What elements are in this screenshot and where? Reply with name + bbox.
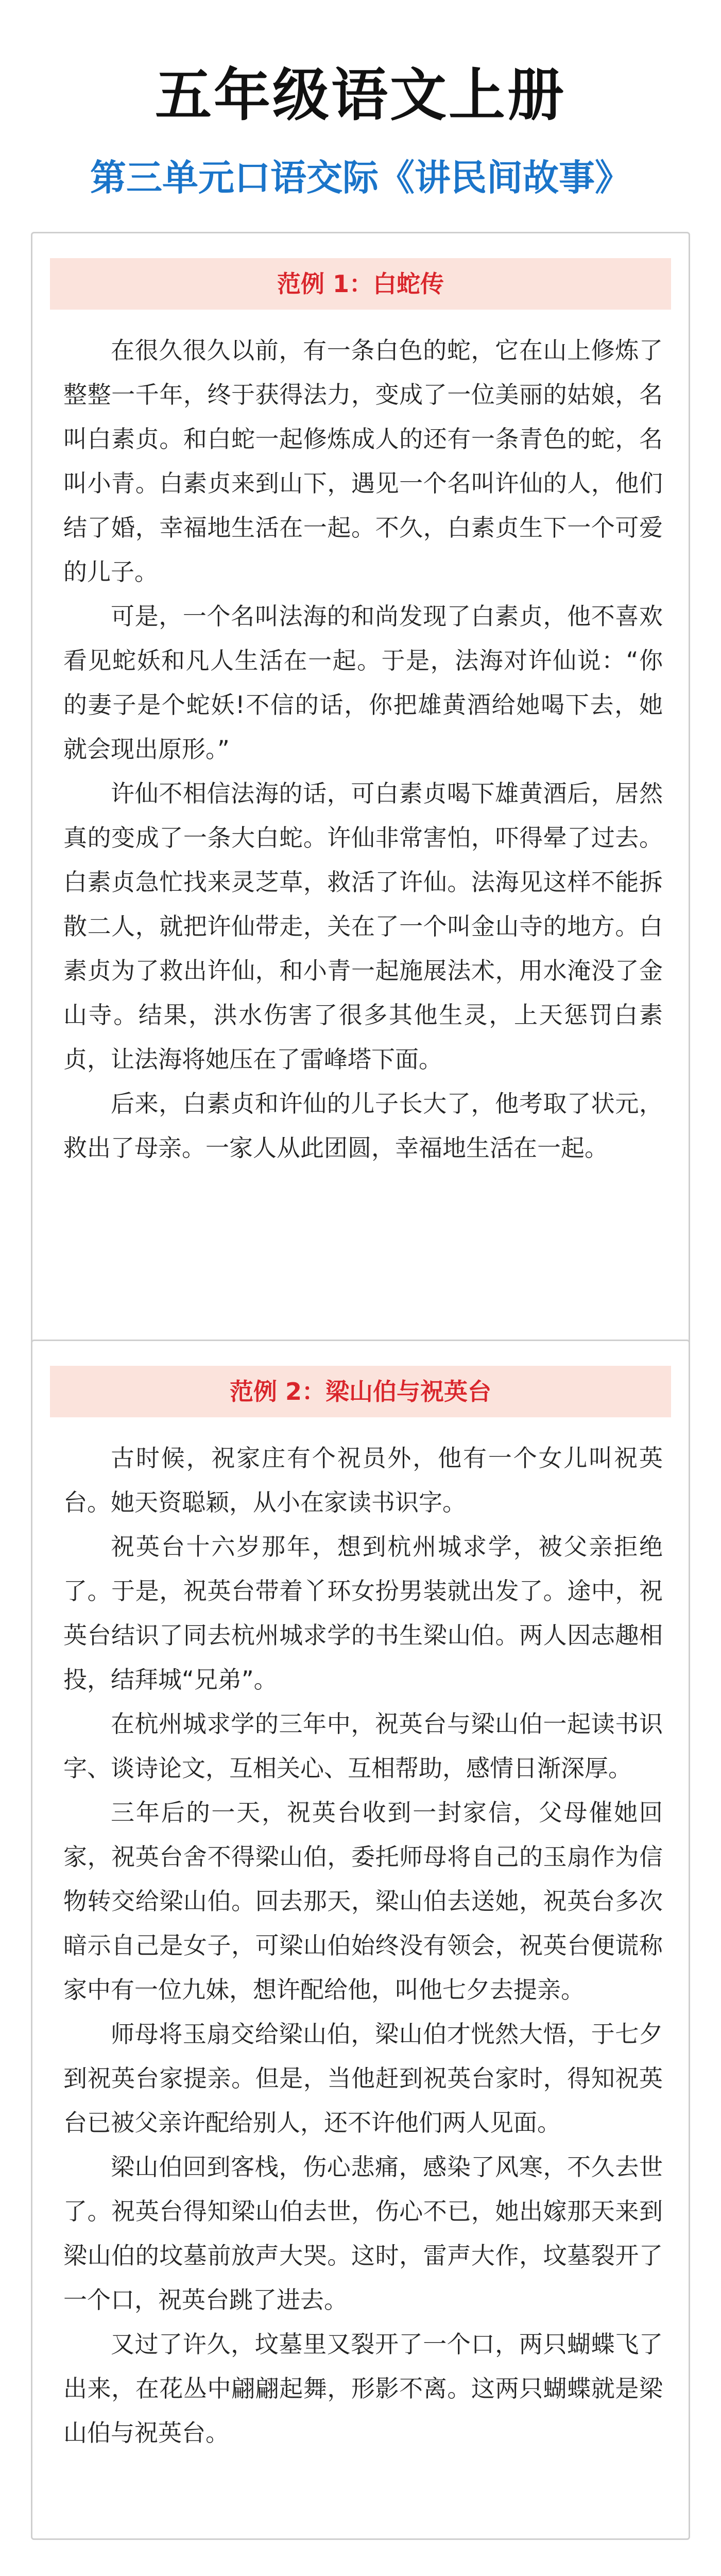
story-body [32, 1436, 689, 2455]
story-card-2 [31, 1340, 690, 2540]
story-paragraph: 在很久很久以前，有一条白色的蛇，它在山上修炼了整整一千年，终于获得法力，变成了一位美丽的姑娘，名叫白素贞。和白蛇一起修炼成人的还有一条青色的蛇，名叫小青。白素贞来到山下，遇见一个名叫许仙的人，他们结了婚，幸福地生活在一起。不久，白素贞生下一个可爱的儿子。 [63, 336, 663, 586]
story-paragraph: 梁山伯回到客栈，伤心悲痛，感染了风寒，不久去世了。祝英台得知梁山伯去世，伤心不已，她出嫁那天来到梁山伯的坟墓前放声大哭。这时，雷声大作，坟墓裂开了一个口，祝英台跳了进去。 [63, 2153, 663, 2314]
page-subtitle: 第三单元口语交际《讲民间故事》 [90, 157, 631, 199]
story-paragraph: 古时候，祝家庄有个祝员外，他有一个女儿叫祝英台。她天资聪颖，从小在家读书识字。 [63, 1444, 663, 1516]
story-body [32, 328, 689, 1170]
story-paragraph: 又过了许久，坟墓里又裂开了一个口，两只蝴蝶飞了出来，在花丛中翩翩起舞，形影不离。这两只蝴蝶就是梁山伯与祝英台。 [63, 2330, 663, 2447]
story-paragraph: 在杭州城求学的三年中，祝英台与梁山伯一起读书识字、谈诗论文，互相关心、互相帮助，感情日渐深厚。 [63, 1710, 663, 1782]
story-heading: 范例 1：白蛇传 [50, 258, 671, 310]
page-title: 五年级语文上册 [155, 62, 566, 128]
story-paragraph: 可是，一个名叫法海的和尚发现了白素贞，他不喜欢看见蛇妖和凡人生活在一起。于是，法海对许仙说：“你的妻子是个蛇妖!不信的话，你把雄黄酒给她喝下去，她就会现出原形。” [63, 602, 663, 763]
story-card-1 [31, 232, 690, 1376]
story-paragraph: 许仙不相信法海的话，可白素贞喝下雄黄酒后，居然真的变成了一条大白蛇。许仙非常害怕，吓得晕了过去。白素贞急忙找来灵芝草，救活了许仙。法海见这样不能拆散二人，就把许仙带走，关在了一个叫金山寺的地方。白素贞为了救出许仙，和小青一起施展法术，用水淹没了金山寺。结果，洪水伤害了很多其他生灵，上天惩罚白素贞，让法海将她压在了雷峰塔下面。 [63, 779, 663, 1073]
story-paragraph: 祝英台十六岁那年，想到杭州城求学，被父亲拒绝了。于是，祝英台带着丫环女扮男装就出发了。途中，祝英台结识了同去杭州城求学的书生梁山伯。两人因志趣相投，结拜城“兄弟”。 [63, 1533, 663, 1693]
story-paragraph: 后来，白素贞和许仙的儿子长大了，他考取了状元，救出了母亲。一家人从此团圆，幸福地生活在一起。 [63, 1090, 663, 1162]
story-paragraph: 三年后的一天，祝英台收到一封家信，父母催她回家，祝英台舍不得梁山伯，委托师母将自己的玉扇作为信物转交给梁山伯。回去那天，梁山伯去送她，祝英台多次暗示自己是女子，可梁山伯始终没有领会，祝英台便谎称家中有一位九妹，想许配给他，叫他七夕去提亲。 [63, 1799, 663, 2004]
story-paragraph: 师母将玉扇交给梁山伯，梁山伯才恍然大悟，于七夕到祝英台家提亲。但是，当他赶到祝英台家时，得知祝英台已被父亲许配给别人，还不许他们两人见面。 [63, 2020, 663, 2137]
story-heading: 范例 2：梁山伯与祝英台 [50, 1366, 671, 1417]
